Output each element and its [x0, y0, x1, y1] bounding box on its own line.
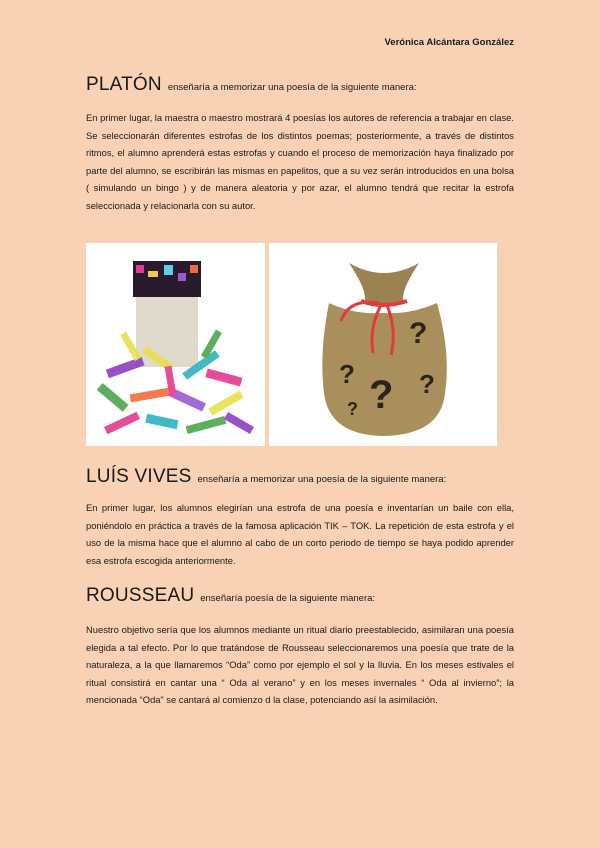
- section-body: En primer lugar, los alumnos elegirían una estrofa de una poesía e inventarían un baile con ella, poniéndolo en práctica a través de la famosa aplicación TIK – TOK. La repetición de esta estrofa y el uso de la misma hace que el alumno al cabo de un corto periodo de tiempo se haya podido aprender esa estrofa escogida anteriormente.: [86, 502, 514, 566]
- section-heading-luis-vives: [86, 466, 446, 488]
- section-title: PLATÓN: [86, 74, 162, 95]
- confetti-image: [86, 243, 265, 446]
- section-heading-rousseau: [86, 585, 375, 607]
- section-intro: enseñaría poesía de la siguiente manera:: [200, 593, 376, 604]
- bag-mark: ?: [369, 373, 394, 417]
- section-intro: enseñaría a memorizar una poesía de la siguiente manera:: [197, 474, 447, 485]
- section-title: LUÍS VIVES: [86, 466, 192, 487]
- bag-mark: ?: [409, 317, 428, 350]
- section-intro: enseñaría a memorizar una poesía de la siguiente manera:: [167, 82, 417, 93]
- question-bag-image: [269, 243, 497, 446]
- bag-mark: ?: [339, 359, 355, 389]
- section-body: En primer lugar, la maestra o maestro mostrará 4 poesías los autores de referencia a trabajar en clase. Se seleccionarán diferentes estrofas de los distintos poemas; posteriormente, a través de distintos ritmos, el alumno aprenderá estas estrofas y cuando el proceso de memorización haya finalizado por parte del alumno, se escribirán las mismas en papelitos, que a su vez serán introducidos en una bolsa ( simulando un bingo ) y de manera aleatoria y por azar, el alumno tendrá que recitar la estrofa seleccionada y relacionarla con su autor.: [86, 112, 514, 211]
- bag-mark: ?: [347, 399, 358, 419]
- author-name: Verónica Alcántara González: [384, 37, 514, 48]
- section-body: Nuestro objetivo sería que los alumnos mediante un ritual diario preestablecido, asimilaran una poesía elegida a tal efecto. Por lo que tratándose de Rousseau seleccionaremos una poesía que trate de la naturaleza, a la que llamaremos “Oda” como por ejemplo el sol y la lluvia. En los meses estivales el ritual consistirá en cantar una “ Oda al verano” y en los meses invernales “ Oda al invierno”; la mencionada “Oda” se cantará al comienzo d la clase, potenciando así la asimilación.: [86, 624, 514, 706]
- section-title: ROUSSEAU: [86, 585, 195, 606]
- section-heading-platon: [86, 74, 417, 96]
- bag-mark: ?: [419, 369, 435, 399]
